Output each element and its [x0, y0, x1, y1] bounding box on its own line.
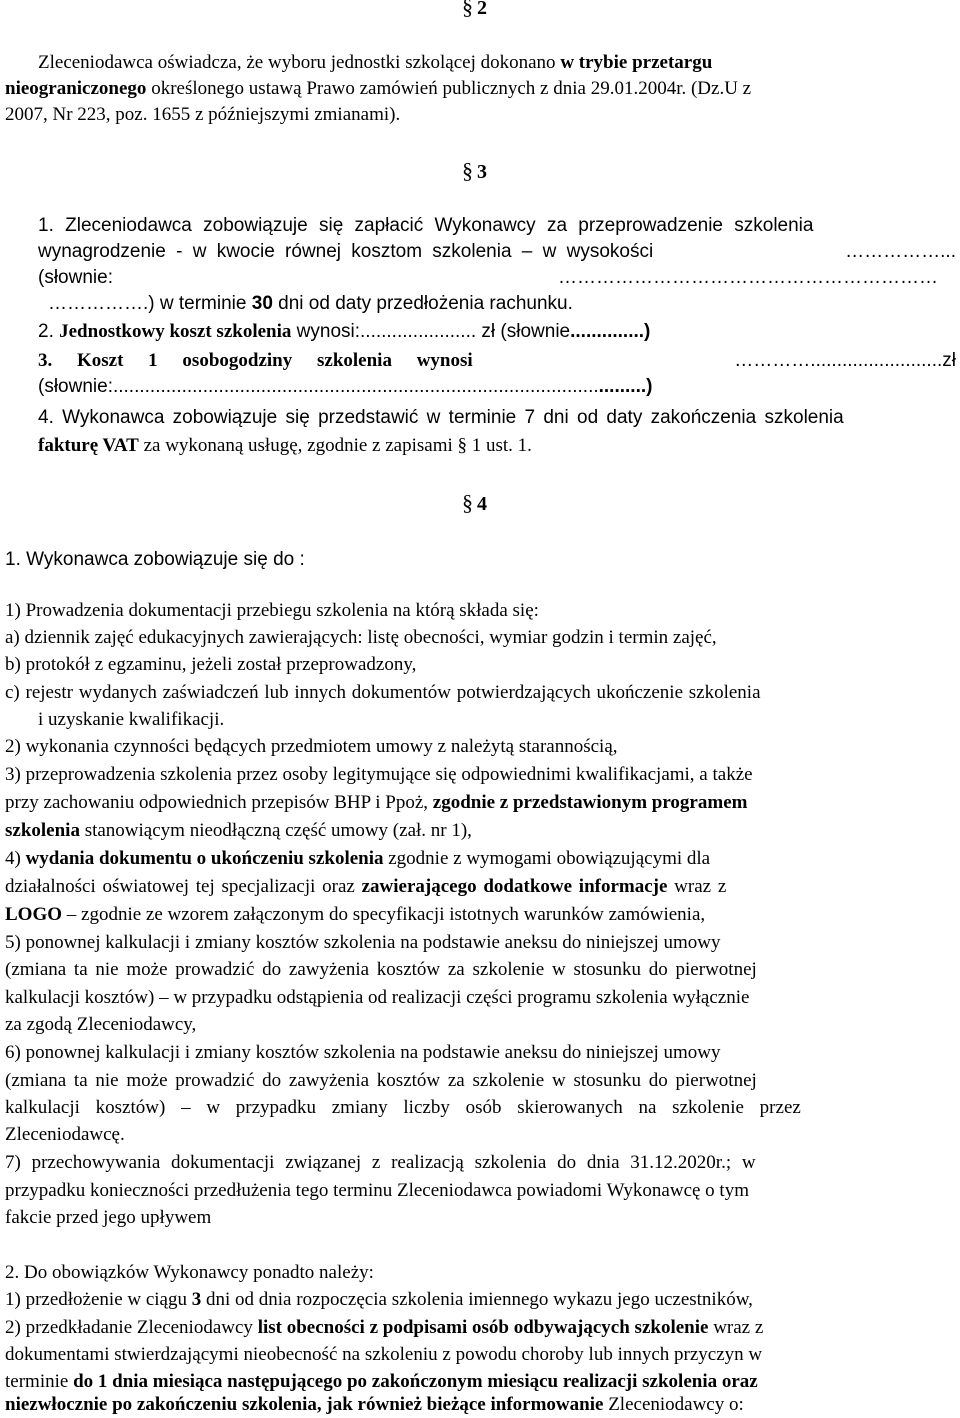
par3-item1-line1 [38, 213, 956, 239]
par3-item3-amount: ………….........................zł [734, 350, 956, 371]
par3-item4-line2 [38, 433, 532, 459]
par3-item2-text: wynosi:...................... zł (słownie [291, 321, 571, 342]
par4-intro-text: 1. Wykonawca zobowiązuje się do : [5, 549, 305, 570]
section-number: 2 [477, 0, 487, 19]
par3-item3-close: .........) [598, 376, 653, 397]
par4-item7-text: 7) przechowywania dokumentacji związanej z realizacją szkolenia do dnia 31.12.2020r.; w [5, 1152, 756, 1173]
section-heading-3 [462, 158, 487, 184]
par2-bold-mode: w trybie przetargu [560, 52, 713, 73]
par4-item3-text-3: stanowiącym nieodłączną część umowy (zał. nr 1), [79, 820, 472, 841]
par3-item2 [38, 319, 650, 345]
par4-item4-line2 [5, 874, 726, 900]
par4-item7-line1 [5, 1150, 955, 1176]
par3-item4-line1 [38, 405, 956, 431]
par3-item4-tail: za wykonaną usługę, zgodnie z zapisami § 1 ust. 1. [138, 435, 532, 456]
par4-item3-line3 [5, 818, 472, 844]
par4-item3-text: 3) przeprowadzenia szkolenia przez osoby legitymujące się odpowiednimi kwalifikacjami, a także [5, 764, 753, 785]
par4-item-c-text-2: i uzyskanie kwalifikacji. [38, 709, 225, 730]
par3-words-blank-2: ……………. [48, 293, 149, 314]
par4-sub2-item2-bold-2: do 1 dnia miesiąca następującego po zakończonym miesiącu realizacji szkolenia oraz [73, 1371, 758, 1392]
par2-line-3 [5, 102, 400, 128]
par4-item4-line3 [5, 902, 705, 928]
par4-sub2-item2-text-3: terminie [5, 1371, 74, 1392]
par4-item-c-line1 [5, 680, 761, 706]
par4-sub2-item2-text-4: Zleceniodawcy o: [603, 1394, 744, 1415]
par4-item4-num: 4) [5, 848, 26, 869]
par4-item6-text-2: (zmiana ta nie może prowadzić do zawyżenia kosztów za szkolenie w stosunku do pierwotnej [5, 1070, 757, 1091]
par4-item6-line1 [5, 1040, 721, 1066]
section-symbol: § [462, 158, 473, 183]
par4-sub2-item1-text: 1) przedłożenie w ciągu [5, 1289, 192, 1310]
par3-item1-line4 [48, 291, 573, 317]
par4-item1 [5, 598, 539, 624]
par4-sub2-item2-line4 [5, 1392, 744, 1418]
par4-item-b-text: b) protokół z egzaminu, jeżeli został przeprowadzony, [5, 654, 417, 675]
section-symbol: § [462, 490, 473, 515]
par4-item4-bold-2: zawierającego dodatkowe informacje [361, 876, 668, 897]
par3-item3-words: (słownie:............................................................................................ [38, 376, 599, 397]
par3-words-label: (słownie: [38, 267, 113, 288]
par3-amount-blank: ……………... [845, 241, 956, 262]
par3-item1-text: 1. Zleceniodawca zobowiązuje się zapłacić Wykonawcy za przeprowadzenie szkolenia [38, 215, 814, 236]
par4-item3-text-2: przy zachowaniu odpowiednich przepisów BHP i Ppoż, [5, 792, 433, 813]
par4-item5-line4 [5, 1012, 196, 1038]
par2-line-1 [38, 50, 958, 76]
par4-sub2-item1-days: 3 [191, 1289, 202, 1310]
par2-text-a: Zleceniodawca oświadcza, że wyboru jednostki szkolącej dokonano [38, 52, 561, 73]
par4-item2 [5, 734, 618, 760]
par4-item5-line1 [5, 930, 721, 956]
par4-item4-bold: wydania dokumentu o ukończeniu szkolenia [25, 848, 384, 869]
par4-item6-line3 [5, 1095, 955, 1121]
par3-item3-line1 [38, 348, 956, 374]
section-number: 3 [477, 161, 487, 183]
par2-text-c: 2007, Nr 223, poz. 1655 z późniejszymi zmianami). [5, 104, 401, 125]
par4-sub2-item2-text-2: dokumentami stwierdzającymi nieobecność na szkoleniu z powodu choroby lub innych przyczyn w [5, 1344, 763, 1365]
par3-item1-line3 [38, 265, 938, 291]
par4-item-a [5, 625, 717, 651]
par4-item7-line3 [5, 1205, 211, 1231]
par4-item4-logo: LOGO [5, 904, 63, 925]
par4-sub2-item2-bold-3: niezwłocznie po zakończeniu szkolenia, jak również bieżące informowanie [5, 1394, 604, 1415]
par3-item1-line2 [38, 239, 956, 265]
par4-sub2-item2-bold: list obecności z podpisami osób odbywających szkolenie [257, 1317, 709, 1338]
par3-item1-days: 30 [251, 293, 273, 314]
par4-sub2-item2-line1 [5, 1315, 763, 1341]
par4-item6-line2 [5, 1068, 955, 1094]
par4-item7-text-2: przypadku konieczności przedłużenia tego terminu Zleceniodawca powiadomi Wykonawcę o tym [5, 1180, 749, 1201]
par4-item4-text-2: działalności oświatowej tej specjalizacji oraz [5, 876, 362, 897]
par3-item1-text: wynagrodzenie - w kwocie równej kosztom szkolenia – w wysokości [38, 241, 654, 262]
par3-item4-bold: fakturę VAT [38, 435, 139, 456]
par4-item5-line2 [5, 957, 955, 983]
par4-item4-text-4: – zgodnie ze wzorem załączonym do specyfikacji istotnych warunków zamówienia, [62, 904, 706, 925]
par3-item3-line2 [38, 374, 652, 400]
par4-item3-bold: zgodnie z przedstawionym programem [432, 792, 748, 813]
par4-item5-text-2: (zmiana ta nie może prowadzić do zawyżenia kosztów za szkolenie w stosunku do pierwotnej [5, 959, 757, 980]
par4-sub2-item2-tail: wraz z [708, 1317, 764, 1338]
par3-item2-bold: Jednostkowy koszt szkolenia [59, 321, 292, 342]
par2-text-b: określonego ustawą Prawo zamówień publicznych z dnia 29.01.2004r. (Dz.U z [146, 78, 752, 99]
par4-item3-line1 [5, 762, 955, 788]
par4-sub2-item1-tail: dni od dnia rozpoczęcia szkolenia imiennego wykazu jego uczestników, [201, 1289, 753, 1310]
par4-item4-text-3: wraz z [667, 876, 727, 897]
par3-item3-bold: 3. Koszt 1 osobogodziny szkolenia wynosi [38, 350, 473, 371]
par3-item2-num: 2. [38, 321, 60, 342]
par4-intro [5, 547, 305, 573]
par4-item6-line4 [5, 1122, 125, 1148]
par4-item-a-text: a) dziennik zajęć edukacyjnych zawierających: listę obecności, wymiar godzin i termin zajęć, [5, 627, 717, 648]
par4-item4-line1 [5, 846, 710, 872]
par4-item-b [5, 652, 416, 678]
par4-item6-text: 6) ponownej kalkulacji i zmiany kosztów szkolenia na podstawie aneksu do niniejszej umowy [5, 1042, 721, 1063]
par4-item5-text: 5) ponownej kalkulacji i zmiany kosztów szkolenia na podstawie aneksu do niniejszej umowy [5, 932, 721, 953]
section-heading-2 [462, 0, 487, 20]
par3-item2-close: ..............) [570, 321, 651, 342]
par4-item6-text-4: Zleceniodawcę. [5, 1124, 125, 1145]
par3-words-blank: …………………………………………………… [558, 267, 938, 288]
par4-item5-text-4: za zgodą Zleceniodawcy, [5, 1014, 197, 1035]
section-heading-4 [462, 490, 487, 516]
par4-item5-text-3: kalkulacji kosztów) – w przypadku odstąpienia od realizacji części programu szkolenia wyłącznie [5, 987, 750, 1008]
par4-sub2-item2-line2 [5, 1342, 762, 1368]
par4-sub2-item1 [5, 1287, 753, 1313]
par4-sub2-item2-text: 2) przedkładanie Zleceniodawcy [5, 1317, 258, 1338]
par4-item-c-line2 [38, 707, 224, 733]
section-symbol: § [462, 0, 473, 19]
par4-item7-line2 [5, 1178, 955, 1204]
par4-sub2-intro [5, 1260, 374, 1286]
par4-item1-text: 1) Prowadzenia dokumentacji przebiegu szkolenia na którą składa się: [5, 600, 539, 621]
par4-item6-text-3: kalkulacji kosztów) – w przypadku zmiany liczby osób skierowanych na szkolenie przez [5, 1097, 801, 1118]
par3-item1-term: ) w terminie [148, 293, 252, 314]
par2-text [38, 50, 712, 76]
par4-item4-text: zgodnie z wymogami obowiązującymi dla [383, 848, 711, 869]
par2-bold-unlimited: nieograniczonego [5, 78, 147, 99]
par4-item5-line3 [5, 985, 955, 1011]
section-number: 4 [477, 493, 487, 515]
par4-item3-line2 [5, 790, 747, 816]
par4-sub2-intro-text: 2. Do obowiązków Wykonawcy ponadto należy: [5, 1262, 374, 1283]
par4-item7-text-3: fakcie przed jego upływem [5, 1207, 212, 1228]
par4-item3-bold-2: szkolenia [5, 820, 80, 841]
par4-item2-text: 2) wykonania czynności będących przedmiotem umowy z należytą starannością, [5, 736, 618, 757]
par3-item4-text: 4. Wykonawca zobowiązuje się przedstawić w terminie 7 dni od daty zakończenia szkolenia [38, 407, 844, 428]
par2-line-2 [5, 76, 751, 102]
par3-item1-tail: dni od daty przedłożenia rachunku. [272, 293, 573, 314]
par4-item-c-text: c) rejestr wydanych zaświadczeń lub innych dokumentów potwierdzających ukończenie szkolenia [5, 682, 761, 703]
